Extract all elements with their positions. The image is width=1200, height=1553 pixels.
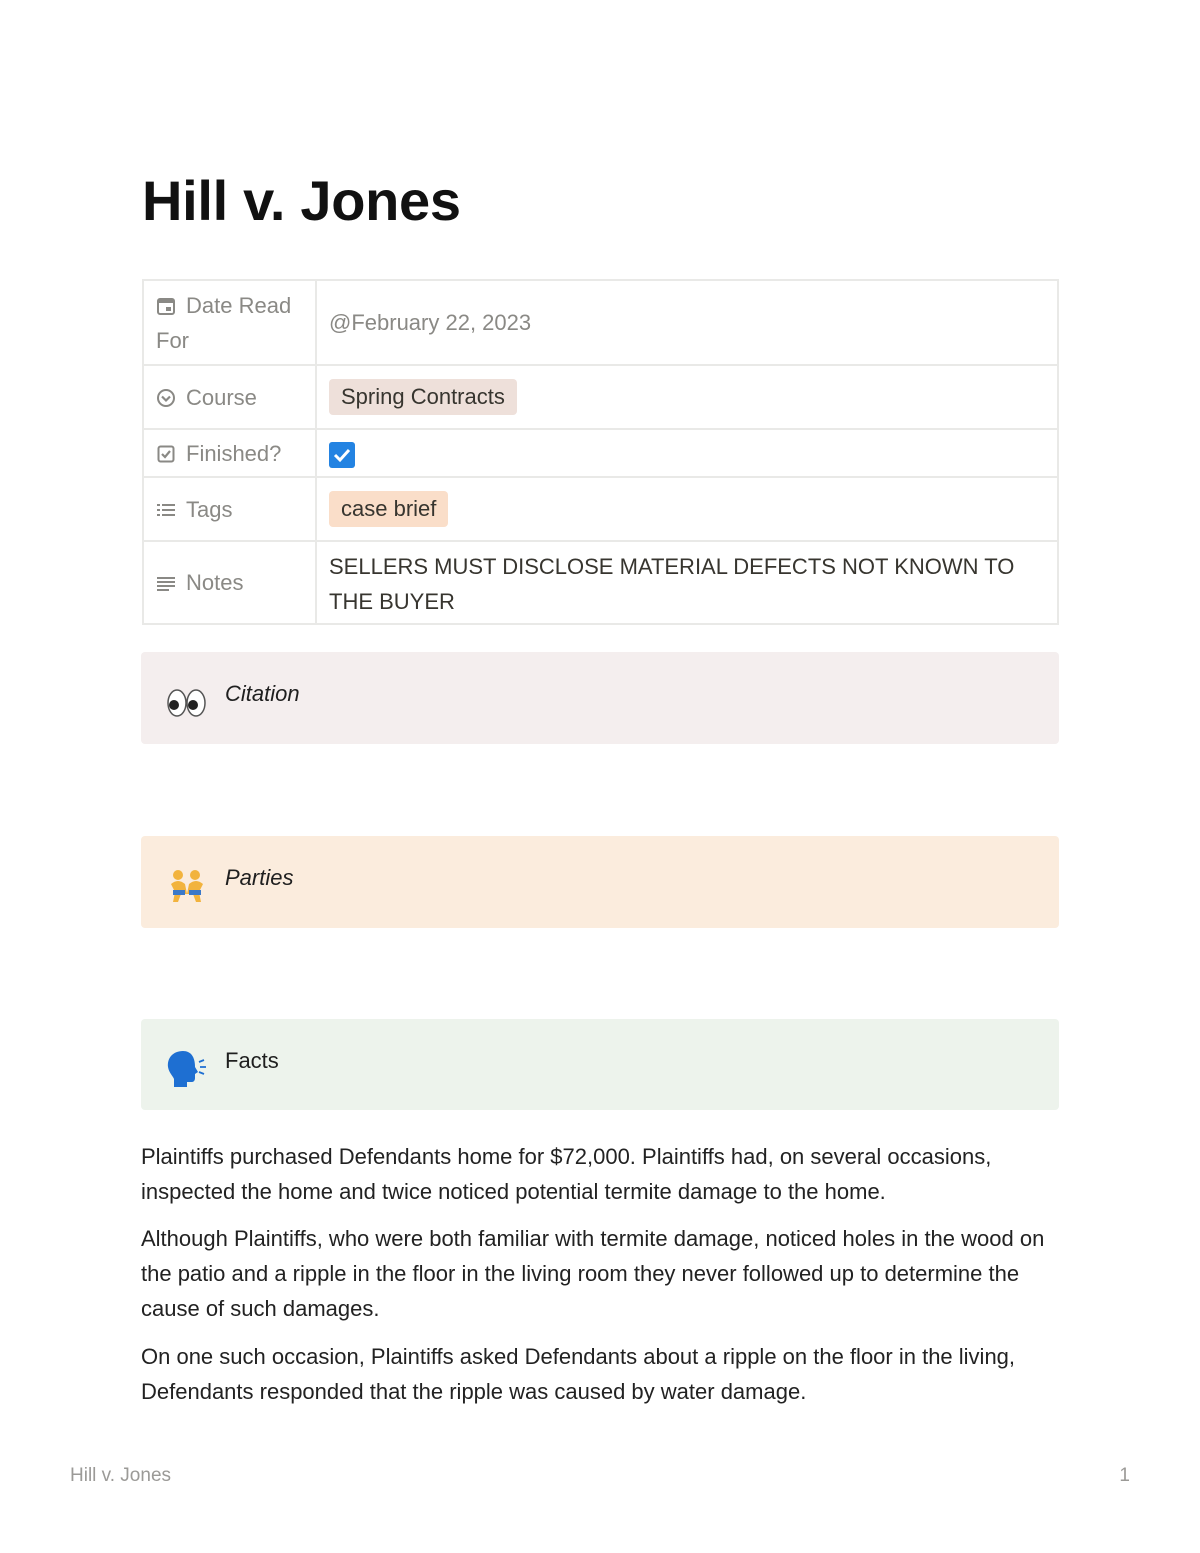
- property-row-tags: [143, 477, 1058, 541]
- text-lines-icon: [156, 573, 176, 593]
- property-label-finished: Finished?: [186, 440, 282, 466]
- property-row-date: [143, 280, 1058, 365]
- properties-table: [142, 279, 1059, 625]
- property-label-date: Date Read For: [156, 292, 292, 353]
- speaking-head-emoji-icon: [165, 1049, 209, 1089]
- facts-paragraph-3: On one such occasion, Plaintiffs asked Defendants about a ripple on the floor in the living, Defendants responded that the ripple was caused by water damage.: [141, 1344, 1016, 1404]
- property-name-course: [143, 365, 316, 429]
- eyes-emoji-icon: [165, 682, 209, 722]
- property-label-notes: Notes: [186, 570, 244, 595]
- property-value-tags-cell[interactable]: [316, 477, 1058, 541]
- property-label-course: Course: [186, 384, 257, 410]
- facts-paragraph-2: Although Plaintiffs, who were both familiar with termite damage, noticed holes in the wood on the patio and a ripple in the floor in the living room they never followed up to determine the cause of such damages.: [141, 1226, 1045, 1321]
- facts-paragraph-1: Plaintiffs purchased Defendants home for $72,000. Plaintiffs had, on several occasions, inspected the home and twice noticed potential termite damage to the home.: [141, 1144, 992, 1204]
- callout-citation-label: Citation: [225, 681, 300, 706]
- callout-facts: [141, 1019, 1059, 1110]
- property-value-date-cell[interactable]: [316, 280, 1058, 365]
- property-name-finished: [143, 429, 316, 477]
- callout-facts-label: Facts: [225, 1048, 279, 1073]
- callout-citation: [141, 652, 1059, 744]
- property-row-course: [143, 365, 1058, 429]
- date-value[interactable]: @February 22, 2023: [329, 310, 532, 335]
- property-name-date: [143, 280, 316, 365]
- calendar-icon: [156, 296, 176, 316]
- checkmark-icon: [332, 445, 352, 465]
- property-value-course-cell[interactable]: [316, 365, 1058, 429]
- select-icon: [156, 388, 176, 408]
- callout-parties: [141, 836, 1059, 928]
- callout-parties-label: Parties: [225, 865, 294, 890]
- footer-page-number: 1: [1119, 1465, 1130, 1486]
- course-pill[interactable]: Spring Contracts: [329, 379, 517, 415]
- property-row-finished: [143, 429, 1058, 477]
- notes-value[interactable]: SELLERS MUST DISCLOSE MATERIAL DEFECTS NOT KNOWN TO THE BUYER: [329, 554, 1015, 614]
- property-name-notes: [143, 541, 316, 624]
- wrestlers-emoji-icon: [165, 866, 209, 906]
- checkbox-icon: [156, 444, 176, 464]
- property-label-tags: Tags: [186, 496, 233, 522]
- property-value-finished-cell[interactable]: [316, 429, 1058, 477]
- finished-checkbox[interactable]: [329, 442, 355, 468]
- page-title: Hill v. Jones: [142, 169, 461, 232]
- list-icon: [156, 500, 176, 520]
- tag-pill[interactable]: case brief: [329, 491, 448, 527]
- property-name-tags: [143, 477, 316, 541]
- footer-title: Hill v. Jones: [70, 1465, 172, 1486]
- property-row-notes: [143, 541, 1058, 624]
- property-value-notes-cell[interactable]: [316, 541, 1058, 624]
